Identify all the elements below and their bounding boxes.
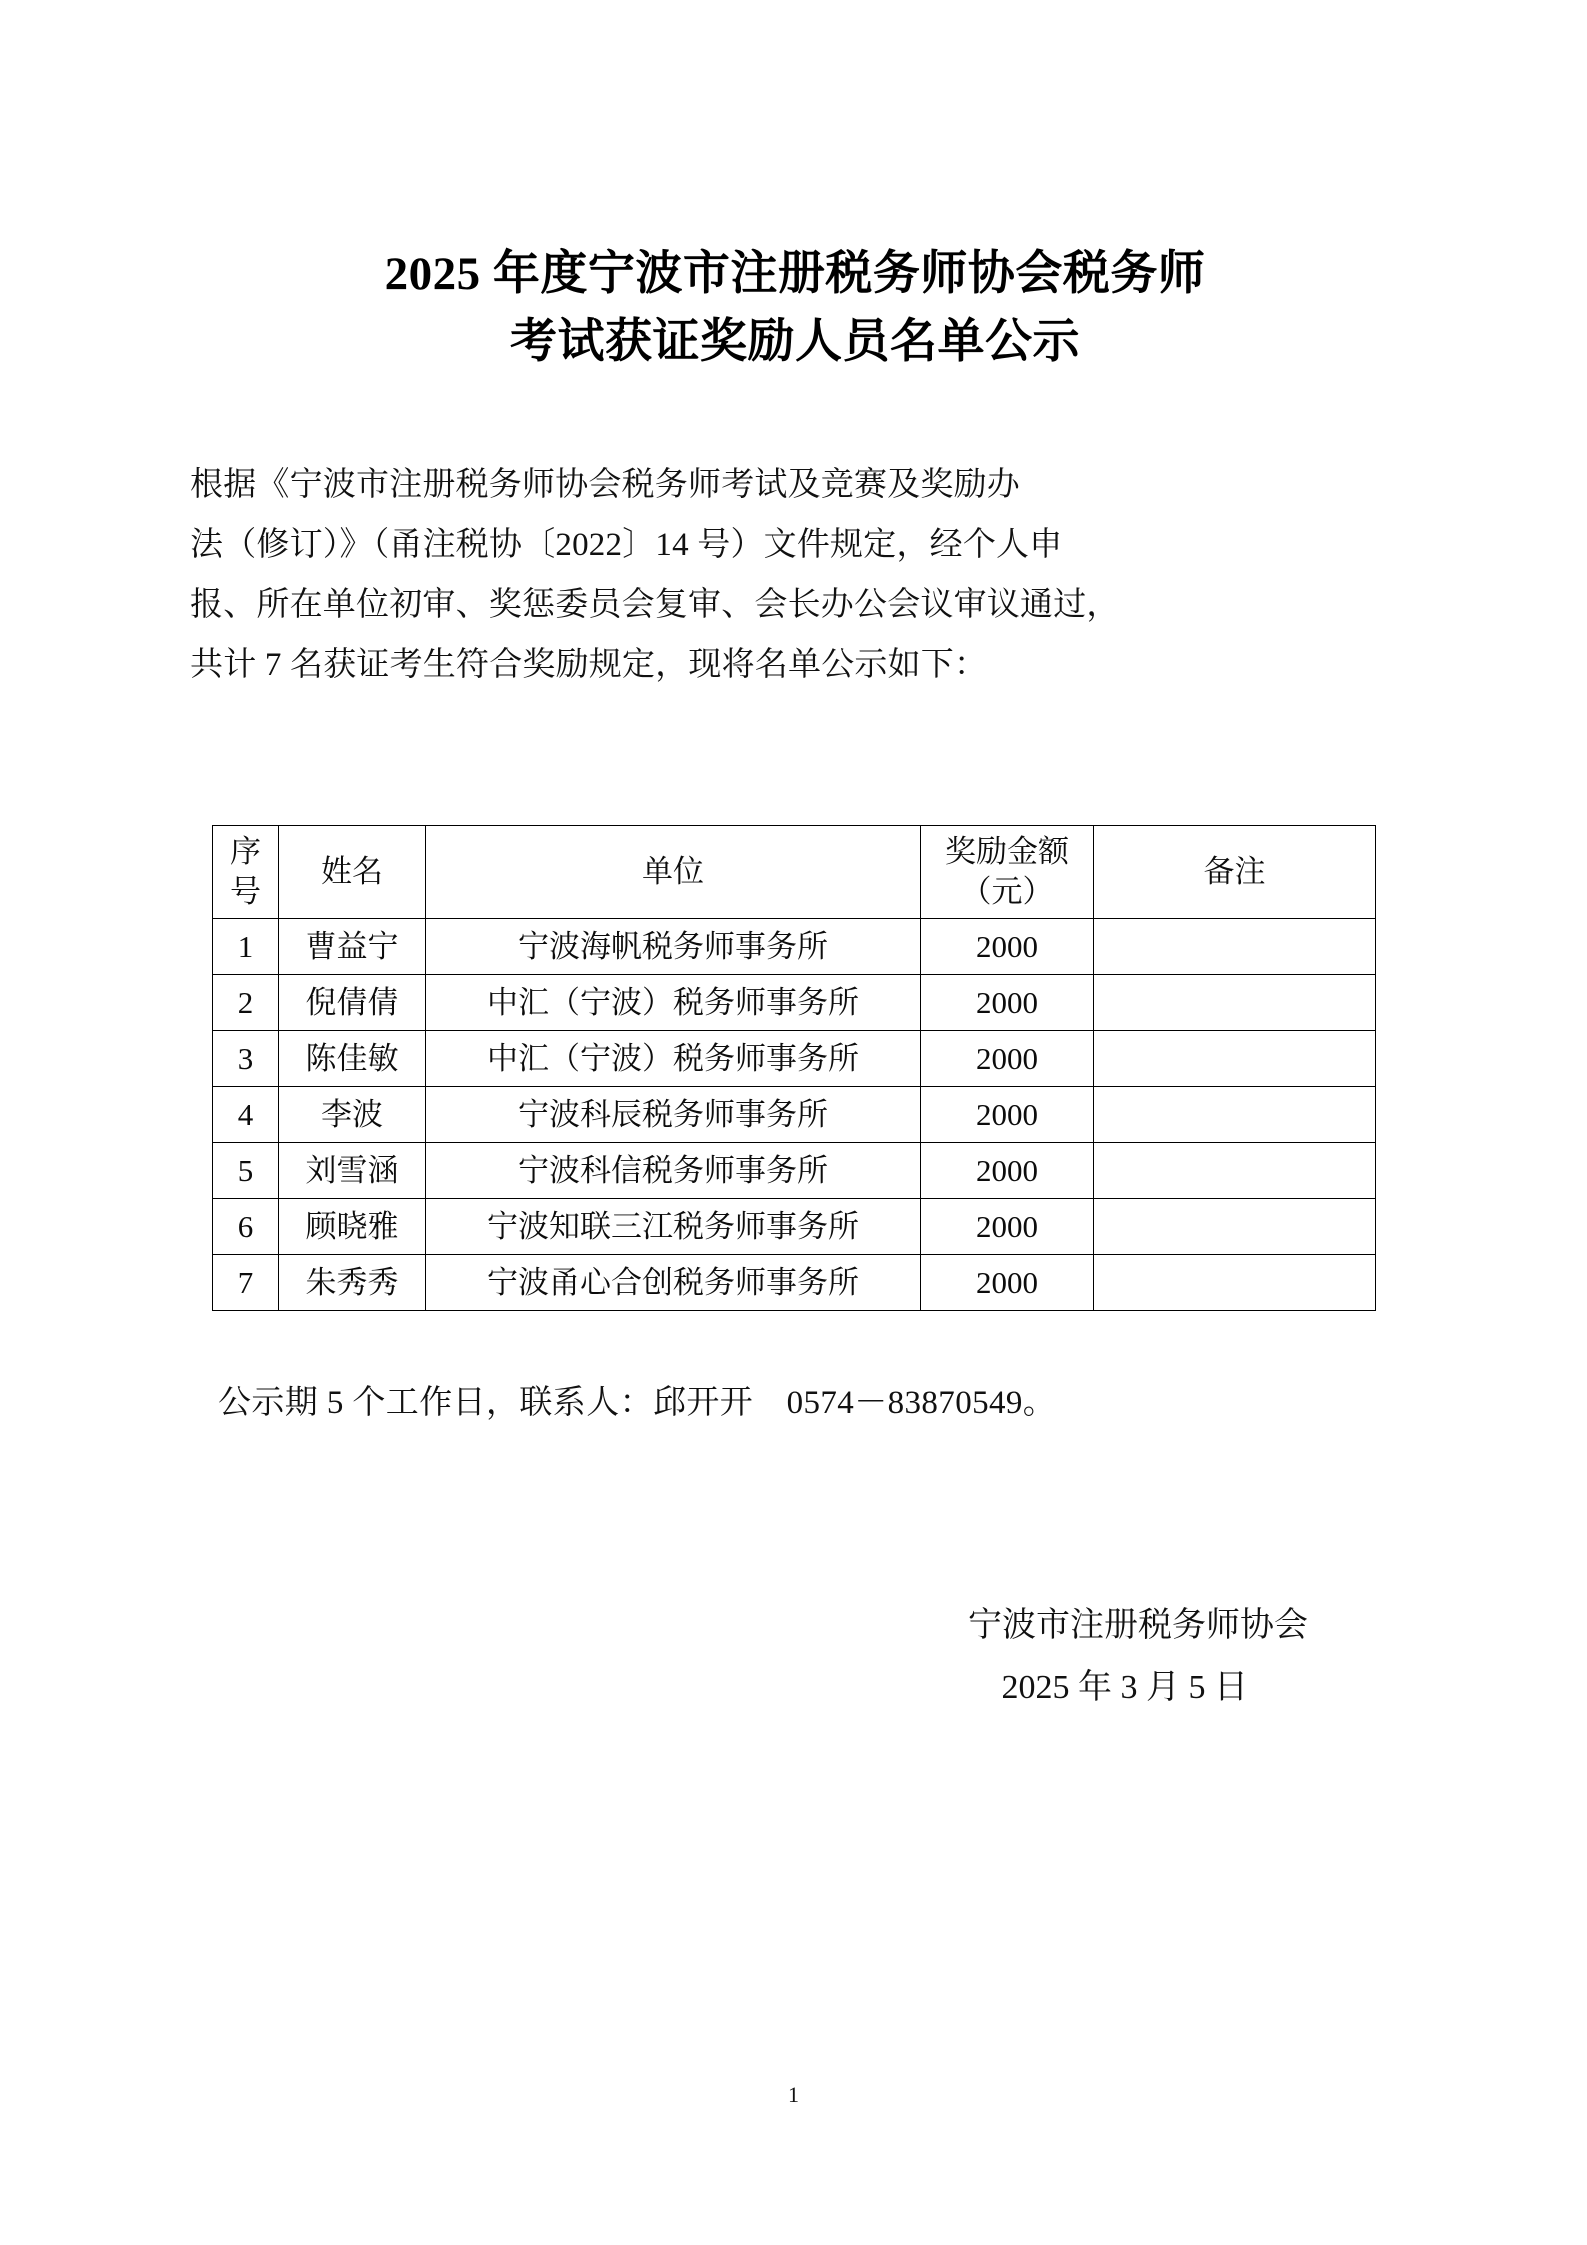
cell-unit: 宁波科信税务师事务所 — [426, 1143, 921, 1199]
column-header-name: 姓名 — [279, 826, 426, 919]
table-row — [213, 1199, 1376, 1255]
column-header-amount — [921, 826, 1094, 919]
column-header-seq — [213, 826, 279, 919]
cell-seq: 5 — [213, 1143, 279, 1199]
column-header-seq-line2: 号 — [230, 874, 261, 909]
table-row — [213, 1087, 1376, 1143]
title-line-1: 2025 年度宁波市注册税务师协会税务师 — [384, 248, 1206, 300]
cell-note — [1094, 1031, 1376, 1087]
table-row — [213, 1031, 1376, 1087]
table-row — [213, 1143, 1376, 1199]
award-list-table-container — [212, 825, 1375, 1311]
cell-seq: 2 — [213, 975, 279, 1031]
cell-note — [1094, 975, 1376, 1031]
cell-name: 朱秀秀 — [279, 1255, 426, 1311]
page-number: 1 — [788, 2082, 799, 2107]
table-header-row — [213, 826, 1376, 919]
cell-name: 曹益宁 — [279, 919, 426, 975]
cell-seq: 4 — [213, 1087, 279, 1143]
cell-unit: 宁波科辰税务师事务所 — [426, 1087, 921, 1143]
cell-note — [1094, 1143, 1376, 1199]
signature-organization: 宁波市注册税务师协会 — [968, 1607, 1308, 1644]
cell-seq: 3 — [213, 1031, 279, 1087]
page-title — [190, 240, 1400, 376]
cell-seq: 1 — [213, 919, 279, 975]
cell-amount: 2000 — [921, 1143, 1094, 1199]
signature-block — [190, 1595, 1370, 1719]
cell-amount: 2000 — [921, 1087, 1094, 1143]
cell-note — [1094, 1255, 1376, 1311]
table-row — [213, 919, 1376, 975]
award-list-table — [212, 825, 1376, 1311]
cell-unit: 中汇（宁波）税务师事务所 — [426, 975, 921, 1031]
cell-unit: 宁波甬心合创税务师事务所 — [426, 1255, 921, 1311]
contact-line: 公示期 5 个工作日，联系人：邱开开 0574－83870549。 — [218, 1385, 1057, 1421]
cell-unit: 宁波知联三江税务师事务所 — [426, 1199, 921, 1255]
body-line-1: 根据《宁波市注册税务师协会税务师考试及竞赛及奖励办 — [190, 467, 1020, 503]
table-row — [213, 975, 1376, 1031]
column-header-note: 备注 — [1094, 826, 1376, 919]
cell-seq: 7 — [213, 1255, 279, 1311]
cell-note — [1094, 1199, 1376, 1255]
body-line-2: 法（修订）》（甬注税协〔2022〕14 号）文件规定，经个人申 — [190, 527, 1063, 563]
signature-date: 2025 年 3 月 5 日 — [1001, 1669, 1248, 1706]
cell-name: 刘雪涵 — [279, 1143, 426, 1199]
title-line-2: 考试获证奖励人员名单公示 — [510, 316, 1080, 368]
cell-name: 顾晓雅 — [279, 1199, 426, 1255]
cell-amount: 2000 — [921, 919, 1094, 975]
cell-note — [1094, 919, 1376, 975]
cell-unit: 中汇（宁波）税务师事务所 — [426, 1031, 921, 1087]
cell-amount: 2000 — [921, 1031, 1094, 1087]
column-header-unit: 单位 — [426, 826, 921, 919]
cell-name: 李波 — [279, 1087, 426, 1143]
cell-unit: 宁波海帆税务师事务所 — [426, 919, 921, 975]
cell-amount: 2000 — [921, 1255, 1094, 1311]
cell-amount: 2000 — [921, 1199, 1094, 1255]
cell-amount: 2000 — [921, 975, 1094, 1031]
table-row — [213, 1255, 1376, 1311]
cell-name: 倪倩倩 — [279, 975, 426, 1031]
body-line-4: 共计 7 名获证考生符合奖励规定，现将名单公示如下： — [190, 647, 988, 683]
body-line-3: 报、所在单位初审、奖惩委员会复审、会长办公会议审议通过， — [190, 587, 1120, 623]
cell-name: 陈佳敏 — [279, 1031, 426, 1087]
table-body — [213, 919, 1376, 1311]
table-header — [213, 826, 1376, 919]
column-header-amount-line2: （元） — [960, 874, 1054, 909]
cell-note — [1094, 1087, 1376, 1143]
column-header-amount-line1: 奖励金额 — [945, 834, 1069, 869]
cell-seq: 6 — [213, 1199, 279, 1255]
body-paragraph — [190, 455, 1402, 695]
column-header-seq-line1: 序 — [230, 834, 261, 869]
